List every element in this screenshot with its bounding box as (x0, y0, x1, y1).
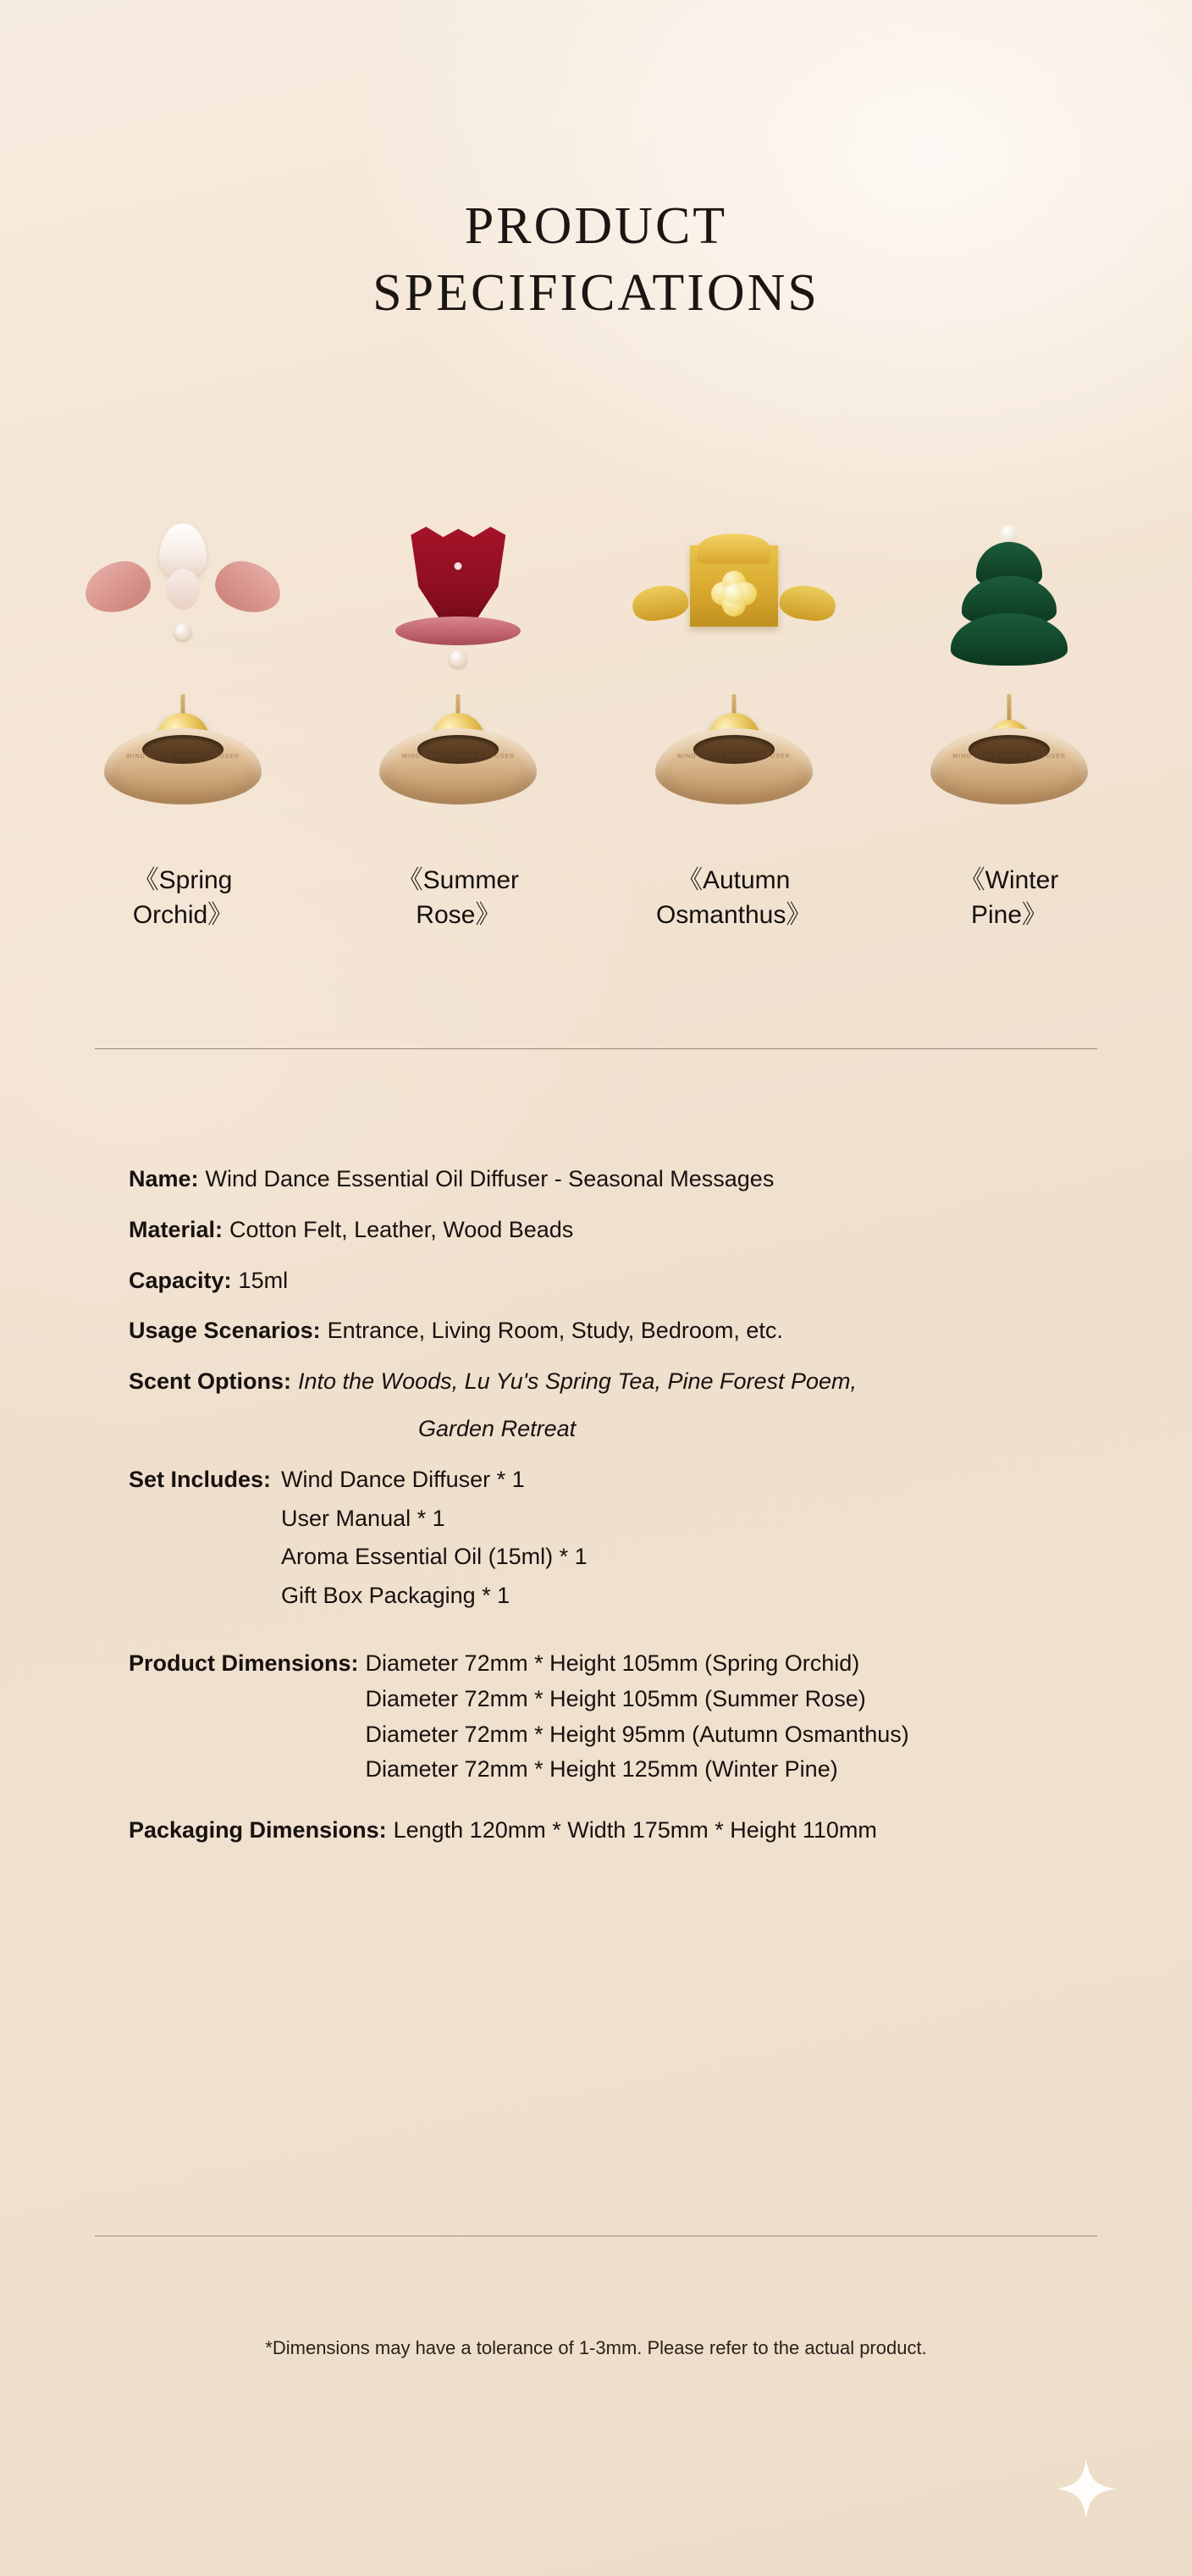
rose-center-dot (455, 562, 462, 570)
spec-key-packaging: Packaging Dimensions: (129, 1817, 387, 1844)
page-title-line1: PRODUCT (464, 197, 728, 255)
spec-value-name: Wind Dance Essential Oil Diffuser - Seasonal Messages (205, 1166, 775, 1191)
page-title-line2: SPECIFICATIONS (372, 264, 820, 323)
rose-skirt (395, 616, 521, 645)
spec-row-packaging (129, 1815, 1119, 1847)
spec-key-capacity: Capacity: (129, 1267, 232, 1293)
label-line2: Osmanthus》 (655, 900, 812, 929)
base-engraving-text: WIND DANCE AROMA DIFFUSER (126, 754, 240, 760)
orchid-petal-right (212, 557, 285, 617)
spec-value-dimensions (366, 1648, 909, 1789)
sparkle-icon (1055, 2457, 1118, 2520)
page-title (0, 193, 1192, 328)
osmanthus-wing-right (777, 583, 837, 624)
include-item: Wind Dance Diffuser * 1 (281, 1466, 525, 1492)
rose-body (411, 527, 505, 630)
summer-rose-illustration (356, 508, 560, 813)
label-spring-orchid (81, 864, 284, 932)
spec-row-includes (129, 1464, 1119, 1619)
spec-row-usage (129, 1315, 1119, 1347)
spec-key-material: Material: (129, 1216, 224, 1242)
spec-row-material (129, 1214, 1119, 1247)
spec-row-scent (129, 1366, 1119, 1446)
label-winter-pine (908, 864, 1111, 932)
pine-tier-bottom (951, 613, 1068, 666)
divider-top (95, 1048, 1097, 1049)
label-line1: 《Spring (133, 866, 233, 894)
label-summer-rose (356, 864, 560, 932)
wood-base (655, 728, 813, 804)
dimension-item: Diameter 72mm * Height 105mm (Summer Rose) (365, 1685, 866, 1711)
base-engraving-text: WIND DANCE AROMA DIFFUSER (676, 754, 791, 760)
spec-value-capacity: 15ml (238, 1267, 289, 1293)
orchid-petal-left (81, 557, 155, 617)
spec-key-name: Name: (129, 1166, 199, 1191)
label-line1: 《Autumn (676, 866, 791, 894)
spec-key-usage: Usage Scenarios: (129, 1318, 321, 1344)
spec-row-name (129, 1164, 1119, 1196)
label-line1: 《Winter (959, 866, 1059, 894)
footnote: *Dimensions may have a tolerance of 1-3mm. Please refer to the actual product. (265, 2337, 927, 2358)
wood-bead-icon (174, 623, 191, 640)
base-engraving-text: WIND DANCE AROMA DIFFUSER (952, 754, 1066, 760)
product-gallery (81, 508, 1111, 813)
osmanthus-crown (698, 533, 770, 564)
spec-value-packaging: Length 120mm * Width 175mm * Height 110mm (393, 1817, 877, 1844)
product-spring-orchid (81, 508, 284, 813)
spec-row-capacity (129, 1265, 1119, 1297)
osmanthus-wing-left (630, 583, 690, 624)
pine-top-bead (1001, 525, 1018, 542)
include-item: Aroma Essential Oil (15ml) * 1 (281, 1544, 588, 1570)
spec-value-scent (298, 1366, 857, 1446)
spec-row-dimensions (129, 1648, 1119, 1789)
label-line2: Orchid》 (132, 900, 234, 929)
label-line2: Rose》 (416, 900, 501, 929)
include-item: Gift Box Packaging * 1 (281, 1583, 510, 1609)
wood-bead-icon (450, 650, 466, 667)
base-engraving-text: WIND DANCE AROMA DIFFUSER (401, 754, 516, 760)
wood-base (104, 728, 262, 804)
dimension-item: Diameter 72mm * Height 105mm (Spring Orchid) (365, 1650, 860, 1676)
spec-key-dimensions: Product Dimensions: (129, 1650, 359, 1676)
product-labels (81, 864, 1111, 932)
orchid-petal-center (166, 569, 200, 610)
spec-value-usage: Entrance, Living Room, Study, Bedroom, etc. (327, 1318, 783, 1344)
spec-value-scent-line1: Into the Woods, Lu Yu's Spring Tea, Pine Forest Poem, (298, 1368, 858, 1395)
include-item: User Manual * 1 (281, 1505, 445, 1531)
spec-value-includes (281, 1464, 588, 1619)
spec-value-material: Cotton Felt, Leather, Wood Beads (229, 1216, 574, 1242)
product-autumn-osmanthus (632, 508, 836, 813)
autumn-osmanthus-illustration (632, 508, 836, 813)
wood-base (930, 728, 1088, 804)
specification-list (129, 1164, 1119, 1866)
flower-core (724, 583, 744, 604)
label-line2: Pine》 (970, 900, 1047, 929)
spec-value-scent-line2: Garden Retreat (418, 1415, 577, 1441)
product-summer-rose (356, 508, 560, 813)
label-autumn-osmanthus (632, 864, 836, 932)
wood-base (379, 728, 537, 804)
dimension-item: Diameter 72mm * Height 95mm (Autumn Osmanthus) (365, 1721, 909, 1747)
spec-key-scent: Scent Options: (129, 1368, 292, 1395)
label-line1: 《Summer (397, 866, 519, 894)
winter-pine-illustration (908, 508, 1111, 813)
dimension-item: Diameter 72mm * Height 125mm (Winter Pine) (365, 1756, 838, 1783)
spec-key-includes: Set Includes: (129, 1466, 272, 1492)
osmanthus-flower (711, 571, 757, 616)
product-winter-pine (908, 508, 1111, 813)
spring-orchid-illustration (81, 508, 284, 813)
